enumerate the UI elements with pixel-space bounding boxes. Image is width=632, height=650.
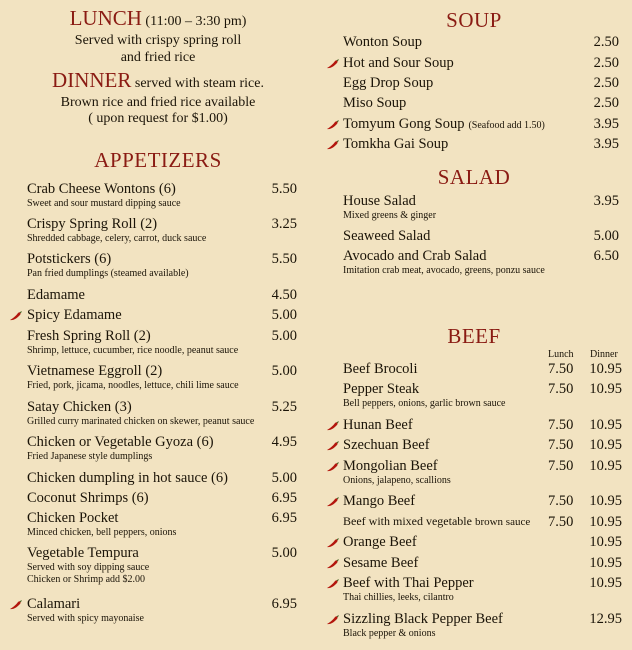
dinner-subtitle: served with steam rice.	[134, 76, 264, 91]
appetizer-item	[27, 363, 297, 399]
item-price: 3.95	[593, 116, 619, 132]
item-name: Satay Chicken (3)	[27, 399, 132, 415]
item-description: Sweet and sour mustard dipping sauce	[27, 198, 181, 209]
item-name-text: Orange Beef	[343, 534, 417, 550]
item-price: 3.95	[593, 136, 619, 152]
chili-pepper-icon	[9, 311, 22, 321]
item-name: Seaweed Salad	[343, 228, 431, 244]
item-price: 3.25	[271, 216, 297, 232]
appetizer-item	[27, 596, 297, 632]
item-name-text: Hot and Sour Soup	[343, 55, 454, 71]
chili-pepper-icon	[326, 497, 339, 507]
item-name-text: Tomkha Gai Soup	[343, 136, 449, 152]
item-price: 6.95	[271, 596, 297, 612]
appetizer-item	[27, 510, 297, 546]
item-name	[343, 136, 448, 153]
item-name	[343, 555, 418, 572]
item-description: Mixed greens & ginger	[343, 210, 437, 221]
item-name: Coconut Shrimps (6)	[27, 490, 149, 506]
dinner-price: 10.95	[589, 514, 622, 530]
item-name: Chicken Pocket	[27, 510, 119, 526]
appetizer-item	[27, 251, 297, 287]
dinner-price: 12.95	[589, 611, 622, 627]
item-note: (Seafood add 1.50)	[468, 120, 545, 131]
item-name-text: Mango Beef	[343, 493, 416, 509]
item-description: Thai chillies, leeks, cilantro	[343, 592, 454, 603]
appetizers-title: APPETIZERS	[94, 148, 222, 172]
item-name-text: Pepper Steak	[343, 381, 420, 397]
chili-pepper-icon	[326, 538, 339, 548]
chili-pepper-icon	[326, 462, 339, 472]
item-price: 5.00	[271, 307, 297, 323]
item-name	[343, 514, 530, 529]
item-price: 6.95	[271, 510, 297, 526]
item-name-text: Egg Drop Soup	[343, 75, 434, 91]
item-description: Served with soy dipping sauce	[27, 562, 150, 573]
dinner-line-2: ( upon request for $1.00)	[88, 111, 228, 126]
dinner-price: 10.95	[589, 493, 622, 509]
item-name: Calamari	[27, 596, 81, 612]
soup-item	[343, 116, 619, 136]
item-price: 5.00	[271, 470, 297, 486]
item-name: Avocado and Crab Salad	[343, 248, 487, 264]
lunch-price: 7.50	[548, 458, 574, 474]
item-name	[343, 381, 419, 398]
item-price: 5.25	[271, 399, 297, 415]
item-price: 5.50	[271, 181, 297, 197]
item-price: 5.00	[271, 363, 297, 379]
item-name	[343, 611, 503, 628]
soup-item	[343, 136, 619, 156]
item-name: House Salad	[343, 193, 416, 209]
lunch-column-header: Lunch	[548, 349, 574, 360]
item-description: Shredded cabbage, celery, carrot, duck sauce	[27, 233, 207, 244]
soup-item	[343, 95, 619, 115]
item-price: 5.00	[593, 228, 619, 244]
lunch-price: 7.50	[548, 514, 574, 530]
dinner-heading	[0, 68, 316, 92]
item-price: 5.00	[271, 328, 297, 344]
beef-item	[343, 381, 629, 415]
right-column	[316, 0, 632, 650]
chili-pepper-icon	[326, 140, 339, 150]
item-name: Chicken dumpling in hot sauce (6)	[27, 470, 228, 486]
item-price: 6.50	[593, 248, 619, 264]
item-name	[343, 437, 430, 454]
soup-item	[343, 34, 619, 54]
lunch-title: LUNCH	[69, 6, 142, 30]
lunch-heading	[0, 6, 316, 30]
item-name	[343, 95, 406, 112]
item-description: Fried Japanese style dumplings	[27, 451, 153, 462]
item-name	[343, 75, 433, 92]
chili-pepper-icon	[9, 600, 22, 610]
item-name-text: Beef Brocoli	[343, 361, 418, 377]
item-description-2: Chicken or Shrimp add $2.00	[27, 574, 146, 585]
chili-pepper-icon	[326, 441, 339, 451]
item-name: Spicy Edamame	[27, 307, 122, 323]
item-name	[343, 575, 474, 592]
item-name-text: Szechuan Beef	[343, 437, 430, 453]
item-price: 4.95	[271, 434, 297, 450]
item-price: 2.50	[593, 55, 619, 71]
item-description: Fried, pork, jicama, noodles, lettuce, chili lime sauce	[27, 380, 239, 391]
item-name: Vegetable Tempura	[27, 545, 139, 561]
soup-item	[343, 55, 619, 75]
lunch-price: 7.50	[548, 361, 574, 377]
appetizer-item	[27, 328, 297, 364]
appetizer-item	[27, 434, 297, 470]
item-name: Fresh Spring Roll (2)	[27, 328, 151, 344]
item-description: Onions, jalapeno, scallions	[343, 475, 451, 486]
item-description: Bell peppers, onions, garlic brown sauce	[343, 398, 506, 409]
dinner-price: 10.95	[589, 417, 622, 433]
item-name	[343, 361, 418, 378]
lunch-price: 7.50	[548, 417, 574, 433]
soup-item	[343, 75, 619, 95]
item-name	[343, 34, 422, 51]
item-name-text: Beef with Thai Pepper	[343, 575, 474, 591]
lunch-line-1: Served with crispy spring roll	[74, 33, 242, 48]
item-name-text: Miso Soup	[343, 95, 407, 111]
lunch-price: 7.50	[548, 381, 574, 397]
chili-pepper-icon	[326, 559, 339, 569]
item-price: 2.50	[593, 34, 619, 50]
appetizer-item	[27, 181, 297, 217]
item-name: Crispy Spring Roll (2)	[27, 216, 158, 232]
item-price: 5.00	[271, 545, 297, 561]
lunch-price: 7.50	[548, 437, 574, 453]
item-name	[343, 116, 545, 133]
dinner-price: 10.95	[589, 555, 622, 571]
salad-item	[343, 248, 619, 282]
soup-title: SOUP	[446, 8, 502, 32]
item-price: 6.95	[271, 490, 297, 506]
item-name: Potstickers (6)	[27, 251, 112, 267]
salad-item	[343, 193, 619, 227]
item-name	[343, 534, 417, 551]
item-name	[343, 458, 438, 475]
dinner-column-header: Dinner	[590, 349, 618, 360]
item-name-text: Beef with mixed vegetable	[343, 514, 472, 528]
item-description: Minced chicken, bell peppers, onions	[27, 527, 177, 538]
item-name: Edamame	[27, 287, 85, 303]
chili-pepper-icon	[326, 421, 339, 431]
item-name	[343, 55, 454, 72]
item-description: Grilled curry marinated chicken on skewer, peanut sauce	[27, 416, 255, 427]
item-name: Crab Cheese Wontons (6)	[27, 181, 176, 197]
appetizer-item	[27, 216, 297, 252]
dinner-price: 10.95	[589, 361, 622, 377]
item-name-text: Sizzling Black Pepper Beef	[343, 611, 503, 627]
beef-item	[343, 458, 629, 492]
chili-pepper-icon	[326, 120, 339, 130]
item-name-suffix: brown sauce	[474, 516, 531, 528]
item-name	[343, 493, 415, 510]
dinner-title: DINNER	[52, 68, 132, 92]
dinner-price: 10.95	[589, 437, 622, 453]
item-description: Black pepper & onions	[343, 628, 436, 639]
item-price: 3.95	[593, 193, 619, 209]
appetizer-item	[27, 545, 297, 585]
item-price: 4.50	[271, 287, 297, 303]
dinner-price: 10.95	[589, 575, 622, 591]
dinner-price: 10.95	[589, 458, 622, 474]
item-price: 2.50	[593, 75, 619, 91]
beef-title: BEEF	[447, 324, 501, 348]
dinner-price: 10.95	[589, 381, 622, 397]
item-description: Pan fried dumplings (steamed available)	[27, 268, 189, 279]
chili-pepper-icon	[326, 59, 339, 69]
appetizer-item	[27, 399, 297, 435]
chili-pepper-icon	[326, 615, 339, 625]
item-name-text: Tomyum Gong Soup	[343, 116, 465, 132]
item-name: Vietnamese Eggroll (2)	[27, 363, 163, 379]
item-price: 2.50	[593, 95, 619, 111]
dinner-line-1: Brown rice and fried rice available	[60, 95, 256, 110]
item-name	[343, 417, 413, 434]
item-name: Chicken or Vegetable Gyoza (6)	[27, 434, 214, 450]
lunch-line-2: and fried rice	[120, 50, 196, 65]
chili-pepper-icon	[326, 579, 339, 589]
item-price: 5.50	[271, 251, 297, 267]
item-name-text: Hunan Beef	[343, 417, 413, 433]
item-description: Served with spicy mayonaise	[27, 613, 144, 624]
item-description: Shrimp, lettuce, cucumber, rice noodle, peanut sauce	[27, 345, 239, 356]
item-name-text: Mongolian Beef	[343, 458, 438, 474]
item-name-text: Wonton Soup	[343, 34, 422, 50]
item-name-text: Sesame Beef	[343, 555, 419, 571]
beef-item	[343, 575, 629, 609]
beef-item	[343, 611, 629, 645]
dinner-price: 10.95	[589, 534, 622, 550]
item-description: Imitation crab meat, avocado, greens, ponzu sauce	[343, 265, 545, 276]
lunch-price: 7.50	[548, 493, 574, 509]
salad-title: SALAD	[437, 165, 511, 189]
lunch-hours: (11:00 – 3:30 pm)	[145, 14, 247, 29]
